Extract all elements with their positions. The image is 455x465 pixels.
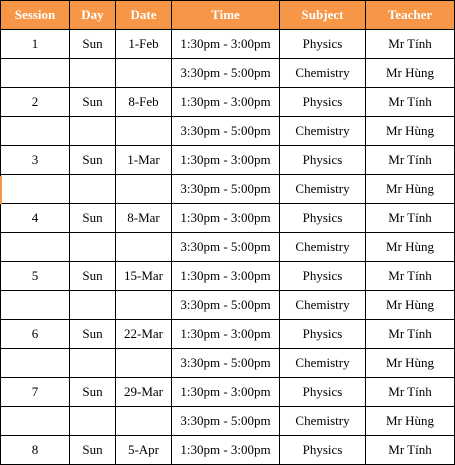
cell-date <box>116 59 172 88</box>
cell-date <box>116 233 172 262</box>
cell-subject: Physics <box>280 436 366 465</box>
cell-subject: Chemistry <box>280 117 366 146</box>
cell-date: 22-Mar <box>116 320 172 349</box>
header-day: Day <box>70 1 116 30</box>
cell-teacher: Mr Tính <box>366 146 455 175</box>
cell-date: 29-Mar <box>116 378 172 407</box>
cell-teacher: Mr Hùng <box>366 175 455 204</box>
cell-subject: Chemistry <box>280 175 366 204</box>
cell-day <box>70 291 116 320</box>
cell-subject: Physics <box>280 146 366 175</box>
cell-session <box>1 117 70 146</box>
cell-session <box>1 59 70 88</box>
table-row <box>1 320 455 349</box>
cell-date <box>116 407 172 436</box>
cell-date <box>116 117 172 146</box>
cell-teacher: Mr Tính <box>366 320 455 349</box>
cell-day <box>70 407 116 436</box>
cell-time: 1:30pm - 3:00pm <box>172 436 280 465</box>
cell-session <box>1 175 70 204</box>
cell-time: 1:30pm - 3:00pm <box>172 30 280 59</box>
cell-day <box>70 117 116 146</box>
cell-date: 8-Feb <box>116 88 172 117</box>
cell-time: 1:30pm - 3:00pm <box>172 378 280 407</box>
cell-session <box>1 349 70 378</box>
table-row <box>1 407 455 436</box>
cell-time: 1:30pm - 3:00pm <box>172 88 280 117</box>
table-row <box>1 146 455 175</box>
cell-date: 8-Mar <box>116 204 172 233</box>
header-row <box>1 1 455 30</box>
cell-session <box>1 407 70 436</box>
cell-day: Sun <box>70 204 116 233</box>
schedule-body <box>1 30 455 465</box>
cell-day <box>70 349 116 378</box>
cell-time: 3:30pm - 5:00pm <box>172 233 280 262</box>
cell-teacher: Mr Hùng <box>366 407 455 436</box>
cell-teacher: Mr Tính <box>366 204 455 233</box>
cell-date: 1-Mar <box>116 146 172 175</box>
table-row <box>1 378 455 407</box>
cell-day: Sun <box>70 30 116 59</box>
cell-time: 1:30pm - 3:00pm <box>172 146 280 175</box>
cell-teacher: Mr Hùng <box>366 59 455 88</box>
cell-teacher: Mr Tính <box>366 436 455 465</box>
cell-date: 5-Apr <box>116 436 172 465</box>
cell-time: 3:30pm - 5:00pm <box>172 291 280 320</box>
cell-teacher: Mr Hùng <box>366 233 455 262</box>
header-teacher: Teacher <box>366 1 455 30</box>
cell-subject: Chemistry <box>280 233 366 262</box>
cell-session: 8 <box>1 436 70 465</box>
cell-day <box>70 59 116 88</box>
cell-time: 3:30pm - 5:00pm <box>172 117 280 146</box>
cell-date <box>116 175 172 204</box>
cell-date <box>116 291 172 320</box>
table-row <box>1 436 455 465</box>
cell-session: 6 <box>1 320 70 349</box>
table-row <box>1 262 455 291</box>
table-row <box>1 59 455 88</box>
cell-day: Sun <box>70 378 116 407</box>
header-time: Time <box>172 1 280 30</box>
cell-time: 3:30pm - 5:00pm <box>172 59 280 88</box>
table-row <box>1 204 455 233</box>
table-row <box>1 349 455 378</box>
cell-time: 1:30pm - 3:00pm <box>172 262 280 291</box>
cell-subject: Physics <box>280 30 366 59</box>
cell-day: Sun <box>70 436 116 465</box>
cell-subject: Physics <box>280 262 366 291</box>
table-row <box>1 30 455 59</box>
table-row <box>1 88 455 117</box>
cell-teacher: Mr Tính <box>366 30 455 59</box>
table-row <box>1 233 455 262</box>
cell-subject: Physics <box>280 320 366 349</box>
cell-date: 15-Mar <box>116 262 172 291</box>
header-subject: Subject <box>280 1 366 30</box>
cell-date: 1-Feb <box>116 30 172 59</box>
cell-teacher: Mr Hùng <box>366 349 455 378</box>
table-row <box>1 175 455 204</box>
cell-teacher: Mr Tính <box>366 378 455 407</box>
cell-session: 7 <box>1 378 70 407</box>
cell-date <box>116 349 172 378</box>
cell-day: Sun <box>70 262 116 291</box>
cell-day <box>70 233 116 262</box>
cell-teacher: Mr Tính <box>366 262 455 291</box>
cell-session: 2 <box>1 88 70 117</box>
row-marker <box>0 176 2 204</box>
cell-session <box>1 291 70 320</box>
cell-time: 3:30pm - 5:00pm <box>172 175 280 204</box>
cell-subject: Chemistry <box>280 291 366 320</box>
cell-teacher: Mr Hùng <box>366 117 455 146</box>
cell-session <box>1 233 70 262</box>
table-row <box>1 291 455 320</box>
cell-subject: Chemistry <box>280 349 366 378</box>
table-row <box>1 117 455 146</box>
cell-subject: Physics <box>280 88 366 117</box>
cell-time: 3:30pm - 5:00pm <box>172 407 280 436</box>
cell-subject: Physics <box>280 378 366 407</box>
cell-time: 1:30pm - 3:00pm <box>172 204 280 233</box>
cell-day <box>70 175 116 204</box>
cell-session: 5 <box>1 262 70 291</box>
cell-teacher: Mr Tính <box>366 88 455 117</box>
cell-day: Sun <box>70 88 116 117</box>
header-session: Session <box>1 1 70 30</box>
cell-session: 1 <box>1 30 70 59</box>
cell-session: 4 <box>1 204 70 233</box>
cell-day: Sun <box>70 320 116 349</box>
cell-subject: Chemistry <box>280 407 366 436</box>
cell-time: 1:30pm - 3:00pm <box>172 320 280 349</box>
cell-day: Sun <box>70 146 116 175</box>
cell-subject: Chemistry <box>280 59 366 88</box>
cell-subject: Physics <box>280 204 366 233</box>
header-date: Date <box>116 1 172 30</box>
cell-teacher: Mr Hùng <box>366 291 455 320</box>
cell-time: 3:30pm - 5:00pm <box>172 349 280 378</box>
cell-session: 3 <box>1 146 70 175</box>
